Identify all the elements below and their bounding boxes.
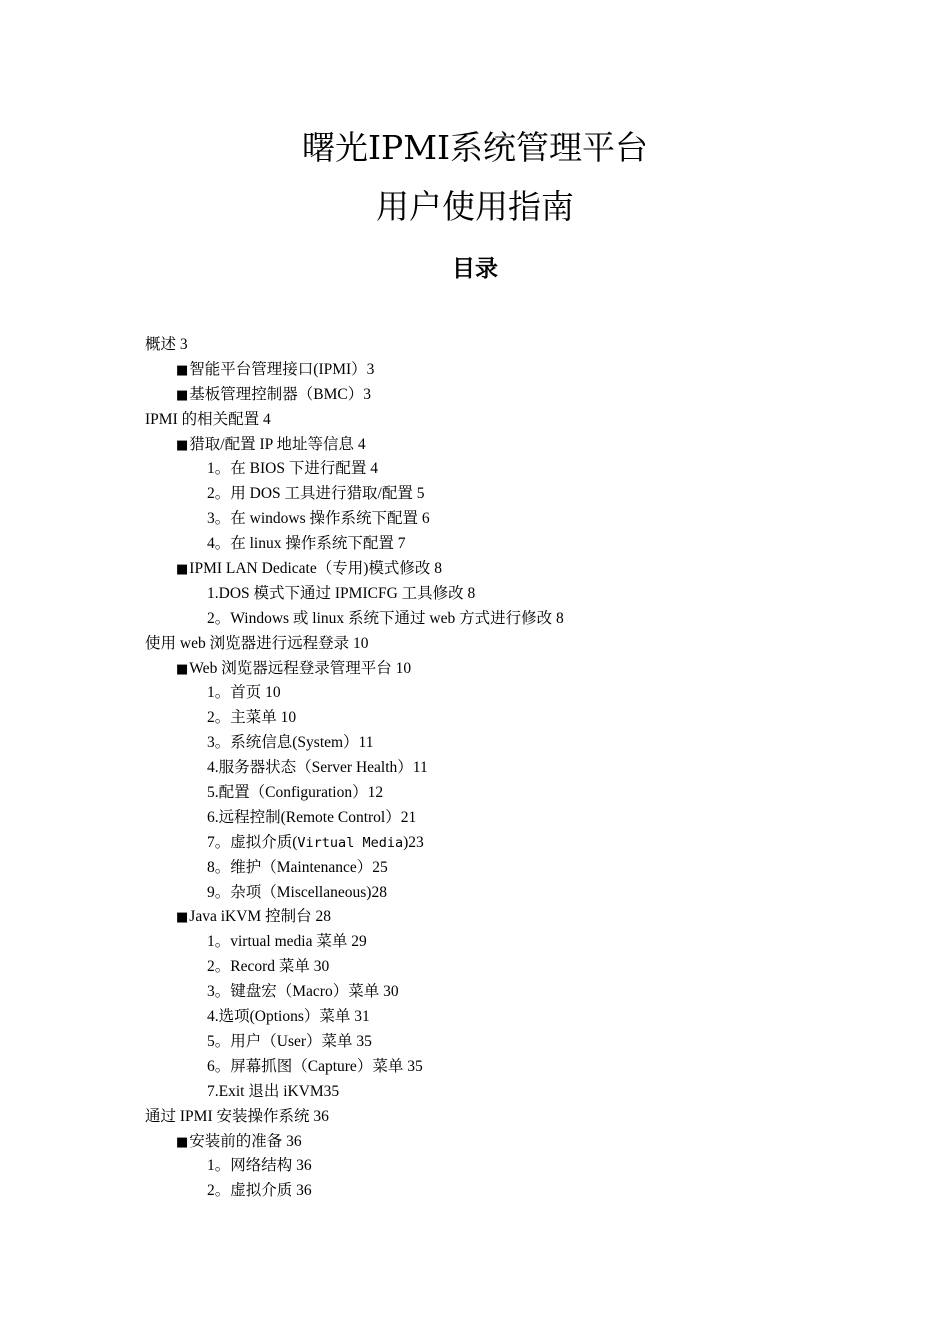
toc-entry[interactable] [145,856,865,881]
toc-entry[interactable] [145,731,865,756]
toc-entry[interactable] [145,507,865,532]
toc-entry-text: 2。主菜单 10 [207,709,297,727]
toc-entry[interactable] [145,980,865,1005]
toc-entry-text: 基板管理控制器（BMC）3 [189,385,372,403]
square-bullet-icon: ■ [176,362,189,378]
toc-entry-text: 7.Exit 退出 iKVM35 [207,1082,340,1100]
toc-entry-text: 9。杂项（Miscellaneous)28 [207,883,387,901]
square-bullet-icon: ■ [176,437,189,453]
toc-entry[interactable] [145,358,865,383]
toc-entry[interactable] [145,681,865,706]
toc-entry-text: Java iKVM 控制台 28 [189,908,331,926]
toc-entry-page-number: )23 [403,833,424,851]
toc-entry-text: IPMI LAN Dedicate（专用)模式修改 8 [189,560,442,578]
toc-entry[interactable] [145,333,865,358]
toc-entry-text: 通过 IPMI 安装操作系统 36 [145,1107,329,1125]
toc-entry-text: 1。网络结构 36 [207,1157,312,1175]
toc-entry[interactable] [145,1105,865,1130]
toc-entry[interactable] [145,905,865,930]
toc-entry[interactable] [145,632,865,657]
toc-entry[interactable] [145,831,865,856]
toc-entry[interactable] [145,457,865,482]
toc-entry[interactable] [145,1005,865,1030]
toc-entry[interactable] [145,930,865,955]
toc-entry[interactable] [145,756,865,781]
toc-entry-text: 1。virtual media 菜单 29 [207,933,367,951]
toc-entry-text: 概述 3 [145,336,188,353]
toc-entry[interactable] [145,433,865,458]
toc-entry-text: 安装前的准备 36 [189,1132,302,1150]
toc-entry[interactable] [145,1030,865,1055]
document-title-line1: 曙光IPMI系统管理平台 [301,128,649,167]
toc-entry-text: IPMI 的相关配置 4 [145,410,271,428]
toc-entry[interactable] [145,532,865,557]
toc-entry[interactable] [145,582,865,607]
toc-entry-text: 1。首页 10 [207,684,281,702]
toc-entry[interactable] [145,1055,865,1080]
toc-entry-text: 2。虚拟介质 36 [207,1182,312,1200]
toc-entry[interactable] [145,781,865,806]
toc-entry-text: 4。在 linux 操作系统下配置 7 [207,535,406,553]
toc-entry[interactable] [145,1080,865,1105]
toc-entry[interactable] [145,657,865,682]
toc-heading: 目录 [452,256,498,282]
toc-entry-text: 4.服务器状态（Server Health）11 [207,759,428,777]
toc-entry-text: 1.DOS 模式下通过 IPMICFG 工具修改 8 [207,584,476,602]
toc-entry-text: 2。用 DOS 工具进行猎取/配置 5 [207,485,425,503]
square-bullet-icon: ■ [176,1134,189,1150]
toc-entry-text: 8。维护（Maintenance）25 [207,858,388,876]
square-bullet-icon: ■ [176,661,189,677]
toc-entry-text: 使用 web 浏览器进行远程登录 10 [145,634,369,652]
toc-entry-text: 1。在 BIOS 下进行配置 4 [207,460,378,478]
toc-entry[interactable] [145,955,865,980]
toc-entry[interactable] [145,557,865,582]
document-title-line2: 用户使用指南 [376,187,574,226]
toc-entry[interactable] [145,806,865,831]
toc-entry-text: 5。用户（User）菜单 35 [207,1032,372,1050]
toc-entry[interactable] [145,706,865,731]
toc-entry-text: 猎取/配置 IP 地址等信息 4 [189,435,366,453]
toc-entry-text: 5.配置（Configuration）12 [207,784,384,802]
toc-entry[interactable] [145,1179,865,1204]
square-bullet-icon: ■ [176,562,189,578]
toc-entry-text: 6。屏幕抓图（Capture）菜单 35 [207,1057,423,1075]
toc-entry-text: 6.远程控制(Remote Control）21 [207,808,417,826]
toc-entry[interactable] [145,482,865,507]
toc-entry-text: 7。虚拟介质( [207,833,298,851]
toc-entry-text: 2。Windows 或 linux 系统下通过 web 方式进行修改 8 [207,609,564,627]
table-of-contents [145,333,865,1204]
toc-entry-text: 3。键盘宏（Macro）菜单 30 [207,983,399,1001]
toc-entry-text: 2。Record 菜单 30 [207,958,330,976]
toc-entry-mono-text: Virtual Media [297,834,404,851]
toc-entry-text: 3。在 windows 操作系统下配置 6 [207,510,430,528]
square-bullet-icon: ■ [176,910,189,926]
toc-entry[interactable] [145,881,865,906]
toc-entry[interactable] [145,383,865,408]
toc-entry-text: 4.选项(Options）菜单 31 [207,1008,370,1026]
toc-entry[interactable] [145,607,865,632]
toc-entry-text: 3。系统信息(System）11 [207,734,374,752]
toc-entry-text: 智能平台管理接口(IPMI）3 [189,360,375,378]
toc-entry-text: Web 浏览器远程登录管理平台 10 [189,659,412,677]
square-bullet-icon: ■ [176,387,189,403]
toc-entry[interactable] [145,1130,865,1155]
toc-entry[interactable] [145,1154,865,1179]
toc-entry[interactable] [145,408,865,433]
